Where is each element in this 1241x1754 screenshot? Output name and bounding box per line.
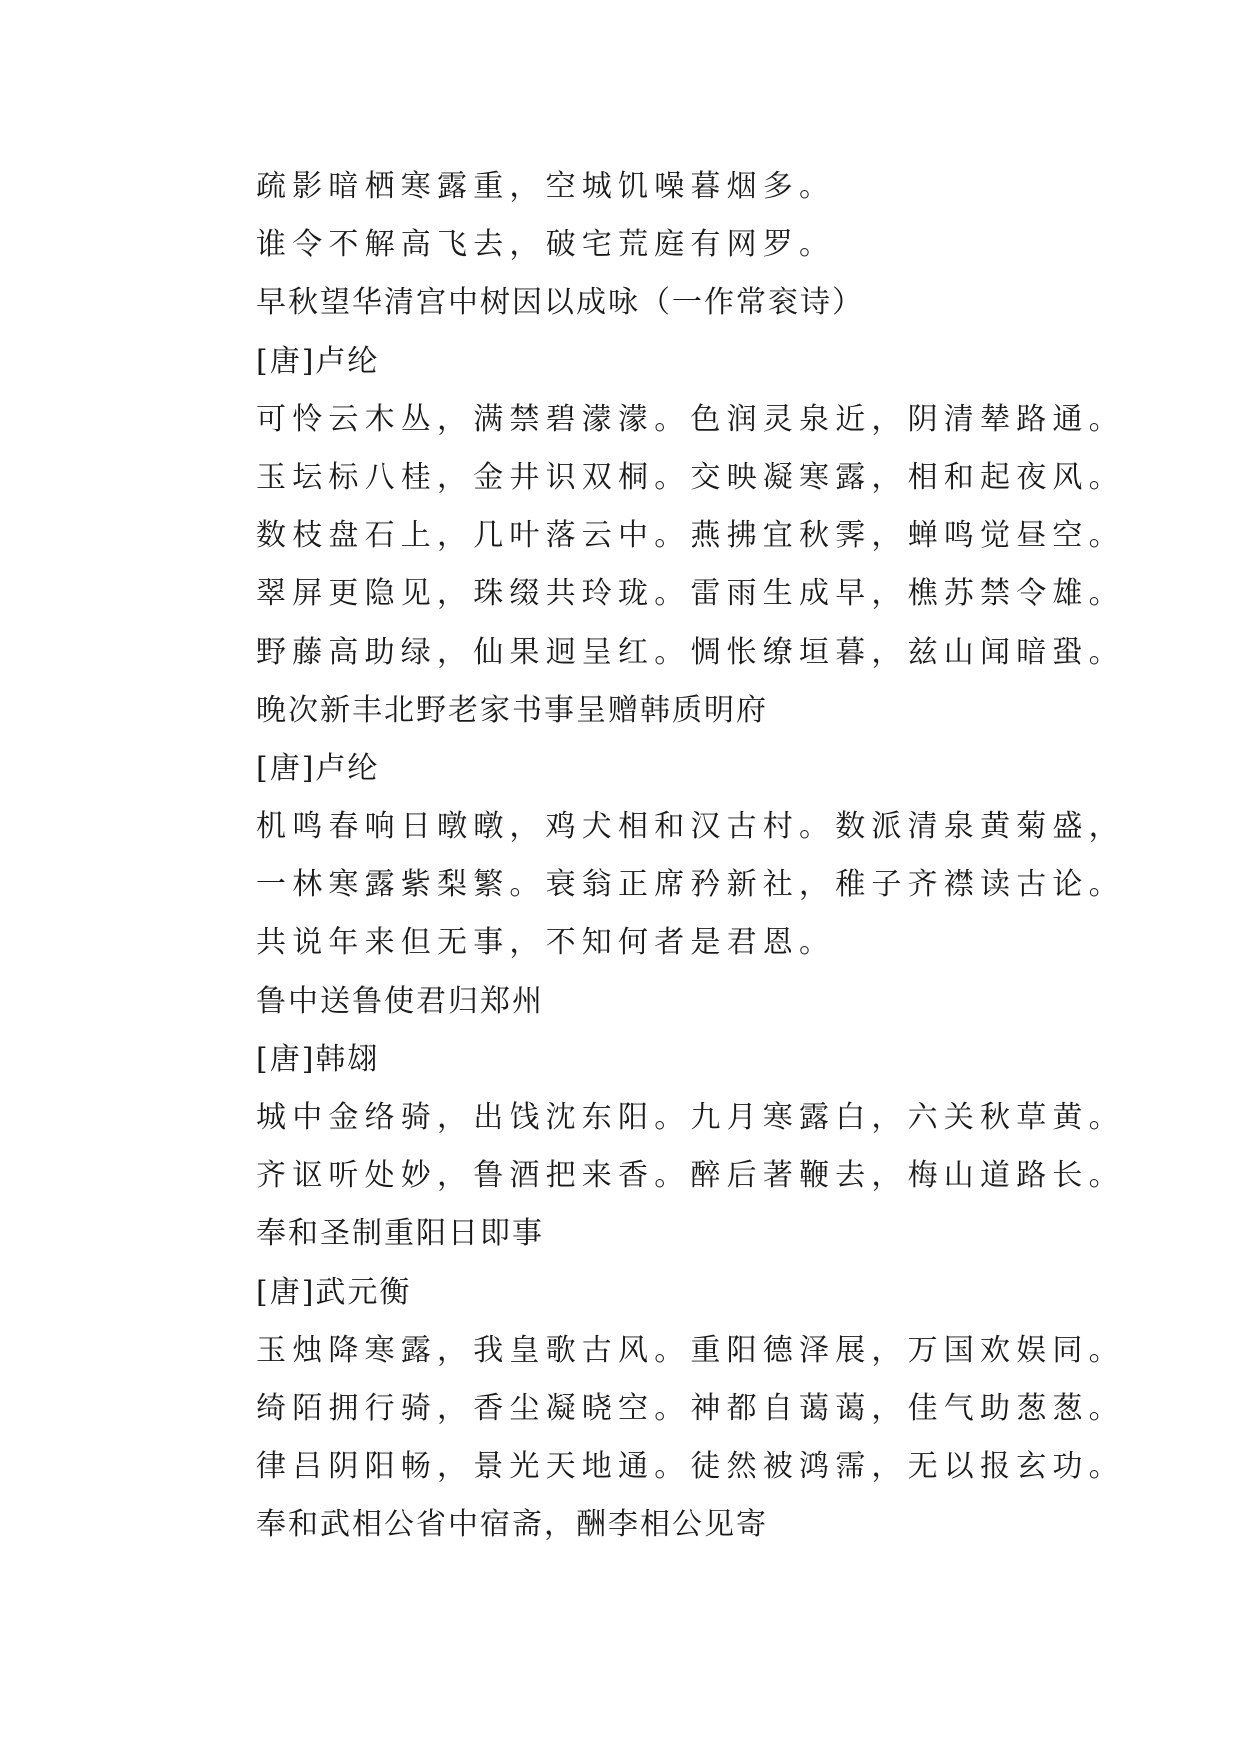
poem-line: 野藤高助绿，仙果迥呈红。惆怅缭垣暮，兹山闻暗蛩。	[256, 634, 1125, 670]
poem-line: 玉坛标八桂，金井识双桐。交映凝寒露，相和起夜风。	[256, 459, 1125, 495]
poem-line: 玉烛降寒露，我皇歌古风。重阳德泽展，万国欢娱同。	[256, 1332, 1125, 1368]
poem-text-body	[256, 158, 1156, 1555]
poem-line: 谁令不解高飞去，破宅荒庭有网罗。	[256, 227, 836, 263]
poem-line: 数枝盘石上，几叶落云中。燕拂宜秋霁，蝉鸣觉昼空。	[256, 518, 1125, 554]
poem-title: 奉和圣制重阳日即事	[256, 1216, 544, 1252]
poem-line: 共说年来但无事，不知何者是君恩。	[256, 925, 836, 961]
poem-line: 齐讴听处妙，鲁酒把来香。醉后著鞭去，梅山道路长。	[256, 1158, 1125, 1194]
poem-author: [唐]韩翃	[256, 1041, 380, 1077]
poem-author: [唐]卢纶	[256, 750, 380, 786]
poem-title: 晚次新丰北野老家书事呈赠韩质明府	[256, 692, 768, 728]
poem-line: 律吕阴阳畅，景光天地通。徒然被鸿霈，无以报玄功。	[256, 1449, 1125, 1485]
poem-line: 疏影暗栖寒露重，空城饥噪暮烟多。	[256, 169, 836, 204]
poem-title: 鲁中送鲁使君归郑州	[256, 983, 544, 1019]
poem-line: 可怜云木丛，满禁碧濛濛。色润灵泉近，阴清辇路通。	[256, 401, 1125, 437]
poem-author: [唐]武元衡	[256, 1274, 412, 1310]
poem-line: 城中金络骑，出饯沈东阳。九月寒露白，六关秋草黄。	[256, 1100, 1125, 1135]
poem-line: 机鸣春响日暾暾，鸡犬相和汉古村。数派清泉黄菊盛，	[256, 809, 1125, 845]
poem-title: 早秋望华清宫中树因以成咏（一作常衮诗）	[256, 285, 864, 321]
poem-line: 绮陌拥行骑，香尘凝晓空。神都自蔼蔼，佳气助葱葱。	[256, 1390, 1125, 1426]
poem-line: 翠屏更隐见，珠缀共玲珑。雷雨生成早，樵苏禁令雄。	[256, 576, 1125, 612]
poem-line: 一林寒露紫梨繁。衰翁正席矜新社，稚子齐襟读古论。	[256, 867, 1125, 903]
poem-author: [唐]卢纶	[256, 343, 380, 379]
poem-title: 奉和武相公省中宿斋，酬李相公见寄	[256, 1507, 768, 1543]
